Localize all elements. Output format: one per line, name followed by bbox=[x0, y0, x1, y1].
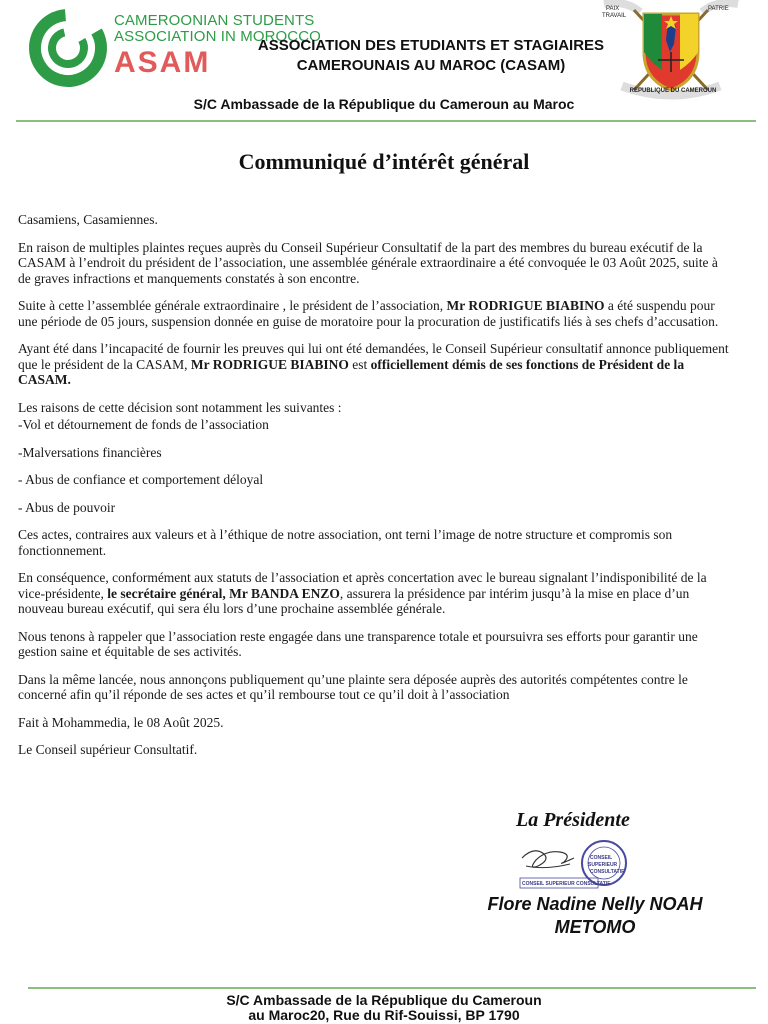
organization-title-line-1: ASSOCIATION DES ETUDIANTS ET STAGIAIRES bbox=[257, 37, 605, 54]
stamp-line-3: CONSULTATIF bbox=[590, 869, 625, 875]
header-divider bbox=[16, 120, 756, 122]
reason-item: - Abus de confiance et comportement déloyal bbox=[18, 472, 264, 487]
coat-motto-patrie: PATRIE bbox=[708, 6, 729, 12]
president-name: Mr RODRIGUE BIABINO bbox=[446, 298, 605, 313]
stamp-line-2: SUPERIEUR bbox=[588, 862, 618, 868]
paragraph-interim-text: En conséquence, conformément aux statuts de l’association et après concertation avec le bureau signalant l’indisponibilité de la vice-présidente, bbox=[18, 570, 707, 601]
greeting: Casamiens, Casamiennes. bbox=[18, 212, 158, 227]
organization-title bbox=[240, 36, 622, 76]
paragraph-suspension-text: Suite à cette l’assemblée générale extraordinaire , le président de l’association, bbox=[18, 298, 447, 313]
president-name-2: Mr RODRIGUE BIABINO bbox=[190, 356, 349, 372]
signatory-name-line-1: Flore Nadine Nelly NOAH bbox=[487, 894, 703, 914]
reasons-intro: Les raisons de cette décision sont notamment les suivantes : bbox=[18, 399, 342, 415]
signatory-name bbox=[460, 893, 730, 939]
coat-republic-label: REPUBLIQUE DU CAMEROUN bbox=[629, 88, 717, 94]
reason-item: -Vol et détournement de fonds de l’association bbox=[18, 417, 269, 432]
signature-and-stamp bbox=[516, 836, 636, 894]
dismissal-statement: officiellement démis de ses fonctions de Président de la CASAM. bbox=[18, 356, 685, 387]
reason-item: - Abus de pouvoir bbox=[18, 499, 116, 515]
paragraph-suspension bbox=[18, 298, 730, 329]
casam-logo bbox=[28, 6, 321, 88]
paragraph-interim bbox=[18, 570, 730, 617]
paragraph-interim-text-end: , assurera la présidence par intérim jusqu’à la mise en place d’un nouveau bureau exécutif, qui sera élu lors d’une prochaine assemblée générale. bbox=[18, 585, 690, 616]
logo-line-2: ASSOCIATION IN MOROCCO bbox=[114, 28, 321, 45]
signatory-name-line-2: METOMO bbox=[554, 917, 636, 937]
paragraph-dismissal-connector: est bbox=[348, 356, 371, 372]
document-body bbox=[18, 212, 730, 758]
footer-address bbox=[0, 993, 768, 1023]
letterhead bbox=[0, 0, 768, 122]
document-title: Communiqué d’intérêt général bbox=[238, 149, 530, 174]
paragraph-dismissal bbox=[18, 341, 730, 388]
footer-divider bbox=[28, 987, 756, 989]
stamp-under-text: CONSEIL SUPERIEUR CONSULTATIF bbox=[522, 881, 611, 887]
paragraph-commitment: Nous tenons à rappeler que l’association reste engagée dans une transparence totale et poursuivra ses efforts pour garantir une gestion saine et équitable de ses activités. bbox=[18, 628, 698, 659]
paragraph-suspension-text-end: a été suspendu pour une période de 05 jours, suspension donnée en guise de moratoire pour la procuration de justificatifs liés à ses chefs d’accusation. bbox=[18, 298, 719, 329]
coat-of-arms bbox=[596, 0, 746, 102]
signature-title: La Présidente bbox=[516, 809, 630, 831]
reason-item: -Malversations financières bbox=[18, 444, 162, 460]
paragraph-complaints: En raison de multiples plaintes reçues auprès du Conseil Supérieur Consultatif de la part des membres du bureau exécutif de la CASAM à l’endroit du président de l’association, une assemblée générale extraordinaire a été convoquée le 03 Août 2025, suite à de graves infractions et manquements constatés à son encontre. bbox=[18, 239, 718, 286]
coat-motto-paix: PAIX bbox=[606, 6, 620, 12]
stamp-line-1: CONSEIL bbox=[590, 855, 613, 861]
place-date: Fait à Mohammedia, le 08 Août 2025. bbox=[18, 714, 224, 730]
organization-title-line-2: CAMEROUNAIS AU MAROC (CASAM) bbox=[296, 57, 566, 74]
interim-president: le secrétaire général, Mr BANDA ENZO bbox=[107, 585, 340, 601]
paragraph-dismissal-text: Ayant été dans l’incapacité de fournir les preuves qui lui ont été demandées, le Conseil Supérieur consultatif annonce publiquement que le président de la CASAM, bbox=[18, 341, 729, 372]
footer-line-2: au Maroc20, Rue du Rif-Souissi, BP 1790 bbox=[248, 1007, 520, 1023]
issuer: Le Conseil supérieur Consultatif. bbox=[18, 742, 198, 757]
casam-ring-icon bbox=[28, 6, 108, 88]
embassy-line: S/C Ambassade de la République du Cameroun au Maroc bbox=[193, 96, 575, 112]
coat-motto-travail: TRAVAIL bbox=[602, 13, 627, 19]
paragraph-consequences: Ces actes, contraires aux valeurs et à l’éthique de notre association, ont terni l’image de notre structure et compromis son fonctionnement. bbox=[18, 527, 673, 558]
footer-line-1: S/C Ambassade de la République du Cameroun bbox=[226, 992, 542, 1008]
logo-acronym: ASAM bbox=[114, 46, 211, 79]
paragraph-complaint: Dans la même lancée, nous annonçons publiquement qu’une plainte sera déposée auprès des autorités compétentes contre le concerné afin qu’il réponde de ses actes et qu’il rembourse tout ce qu’il doit à l’association bbox=[18, 671, 688, 702]
logo-line-1: CAMEROONIAN STUDENTS bbox=[114, 12, 315, 29]
